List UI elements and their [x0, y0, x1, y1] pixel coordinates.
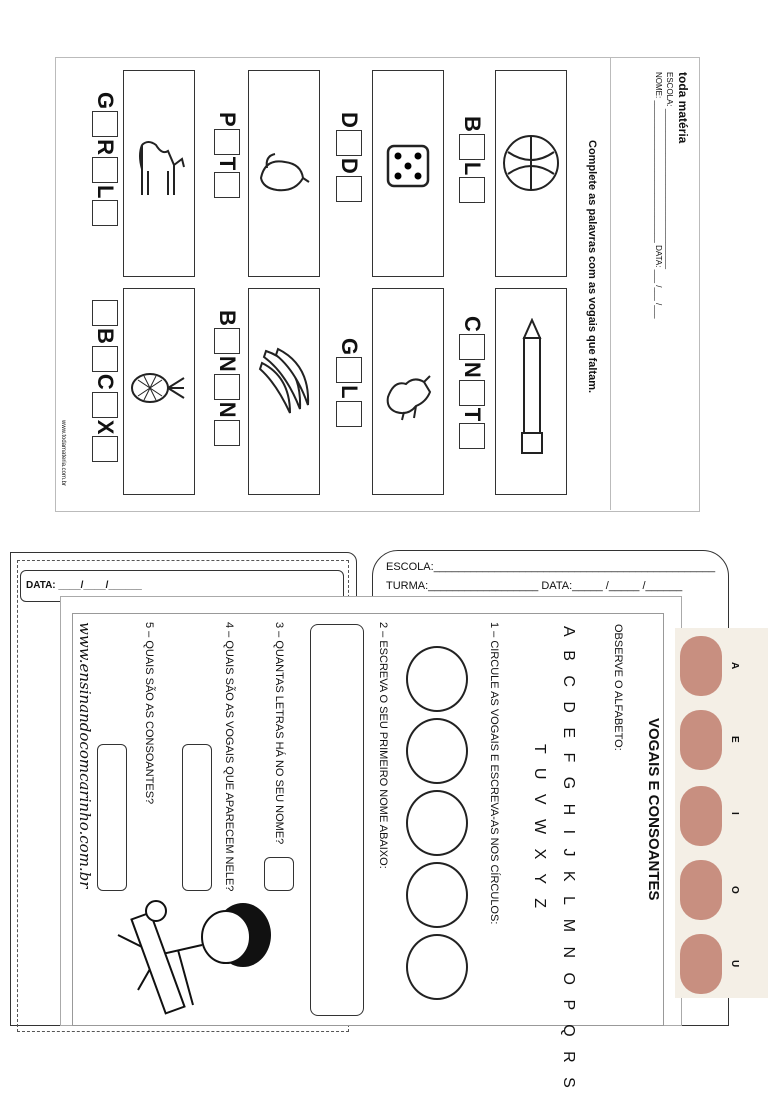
school-label: ESCOLA: — [386, 561, 434, 573]
word-letter: N — [215, 401, 240, 418]
word-letter: L — [93, 185, 118, 199]
letter-blank[interactable] — [92, 392, 118, 418]
word-row-dice — [336, 112, 362, 204]
dice-icon — [382, 140, 434, 192]
camel-icon — [128, 135, 188, 205]
letter-blank[interactable] — [214, 420, 240, 446]
word-letter: G — [93, 92, 118, 110]
banana-icon — [256, 343, 312, 415]
vowel-label-a: A — [729, 662, 740, 670]
name-answer-box[interactable] — [310, 624, 364, 1016]
date-label: DATA: — [541, 580, 573, 592]
word-letter: L — [460, 161, 485, 176]
pencil-icon — [512, 318, 552, 458]
word-letter: N — [215, 355, 240, 372]
letter-blank[interactable] — [459, 380, 485, 406]
word-row-banana — [214, 310, 240, 448]
word-row-duck — [214, 112, 240, 200]
instruction-text: Complete as palavras com as vogais que faltam. — [586, 140, 598, 394]
school-label: ESCOLA: — [665, 72, 674, 107]
letter-blank[interactable] — [336, 357, 362, 383]
date-blanks: ___ /___ /___ — [654, 269, 663, 319]
site-credit: www.todamateria.com.br — [60, 420, 66, 487]
ball-icon — [500, 132, 562, 194]
mouth-a-image — [680, 636, 722, 696]
question-3: 3 – QUANTAS LETRAS HÁ NO SEU NOME? — [273, 622, 285, 845]
mouth-i-image — [680, 786, 722, 846]
vowel-circle[interactable] — [406, 934, 468, 1000]
letter-blank[interactable] — [92, 157, 118, 183]
vowel-circle[interactable] — [406, 646, 468, 712]
word-letter: T — [460, 407, 485, 422]
vowel-label-o: O — [729, 886, 740, 894]
word-letter: X — [93, 419, 118, 435]
class-label: TURMA: — [386, 580, 429, 592]
date-label: DATA: — [654, 245, 663, 268]
question-1: 1 – CIRCULE AS VOGAIS E ESCREVA-AS NOS CÍRCULOS: — [488, 622, 500, 925]
word-row-camel — [92, 92, 118, 228]
letter-blank[interactable] — [92, 200, 118, 226]
mouth-o-image — [680, 860, 722, 920]
letter-blank[interactable] — [92, 436, 118, 462]
date-blanks: ____/____/______ — [58, 580, 142, 591]
word-letter: T — [215, 156, 240, 171]
boy-with-pencil-icon — [98, 895, 278, 1020]
letter-blank[interactable] — [92, 300, 118, 326]
letter-blank[interactable] — [459, 423, 485, 449]
letter-blank[interactable] — [214, 172, 240, 198]
word-letter: C — [460, 316, 485, 332]
vowel-circle[interactable] — [406, 718, 468, 784]
word-letter: B — [93, 328, 118, 344]
word-row-rooster — [336, 338, 362, 429]
alphabet-line-2: T U V W X Y Z — [531, 744, 548, 914]
letter-blank[interactable] — [459, 177, 485, 203]
back-right-school: ESCOLA:______________________________________________ — [386, 561, 716, 573]
vowel-circle[interactable] — [406, 790, 468, 856]
word-letter: R — [93, 139, 118, 156]
observe-label: OBSERVE O ALFABETO: — [612, 624, 624, 751]
letter-blank[interactable] — [336, 401, 362, 427]
vowel-label-i: I — [729, 812, 740, 815]
mouth-u-image — [680, 934, 722, 994]
word-letter: N — [460, 361, 485, 378]
word-letter: P — [215, 112, 240, 127]
question-2: 2 – ESCREVA O SEU PRIMEIRO NOME ABAIXO: — [377, 622, 389, 869]
brand-logo: toda matéria — [676, 72, 690, 144]
letter-blank[interactable] — [214, 374, 240, 400]
header-divider — [610, 57, 611, 510]
rooster-icon — [380, 372, 436, 422]
word-row-pencil — [459, 316, 485, 451]
question-5: 5 – QUAIS SÃO AS CONSOANTES? — [143, 622, 155, 805]
word-letter: B — [215, 310, 240, 326]
vowel-label-u: U — [729, 960, 740, 968]
name-label: NOME: — [654, 72, 663, 99]
letter-blank[interactable] — [92, 346, 118, 372]
word-letter: D — [337, 157, 362, 174]
word-letter: D — [337, 112, 362, 128]
pineapple-icon — [128, 368, 186, 408]
word-letter: C — [93, 373, 118, 390]
back-left-date — [26, 580, 142, 591]
duck-icon — [255, 148, 311, 198]
vowel-circle[interactable] — [406, 862, 468, 928]
letter-blank[interactable] — [214, 328, 240, 354]
sheet-header: toda matéria ESCOLA: ____________________________________ NOME: ________________________________ DATA: ___ /___ /___ — [654, 72, 690, 492]
word-row-ball — [459, 116, 485, 205]
vowel-label-e: E — [729, 736, 740, 743]
worksheet-title: VOGAIS E CONSOANTES — [645, 718, 662, 901]
letter-blank[interactable] — [214, 129, 240, 155]
letter-blank[interactable] — [336, 130, 362, 156]
date-blanks: _____ /_____ /______ — [572, 580, 683, 592]
date-label: DATA: — [26, 580, 56, 591]
word-row-pineapple — [92, 298, 118, 464]
letter-blank[interactable] — [459, 134, 485, 160]
mouth-e-image — [680, 710, 722, 770]
back-right-class: TURMA:__________________ DATA:_____ /_____ /______ — [386, 580, 683, 592]
alphabet-line-1: A B C D E F G H I J K L M N O P Q R S — [560, 626, 577, 1093]
word-letter: B — [460, 116, 485, 132]
letter-blank[interactable] — [336, 176, 362, 202]
word-letter: L — [337, 385, 362, 399]
consonants-answer-box[interactable] — [97, 744, 127, 891]
letter-blank[interactable] — [92, 111, 118, 137]
vowels-answer-box[interactable] — [182, 744, 212, 891]
question-4: 4 – QUAIS SÃO AS VOGAIS QUE APARECEM NELE? — [223, 622, 235, 892]
word-letter: G — [337, 338, 362, 356]
site-credit: www.ensinandocomcarinho.com.br — [76, 622, 94, 889]
letter-blank[interactable] — [459, 334, 485, 360]
letter-count-box[interactable] — [264, 857, 294, 891]
